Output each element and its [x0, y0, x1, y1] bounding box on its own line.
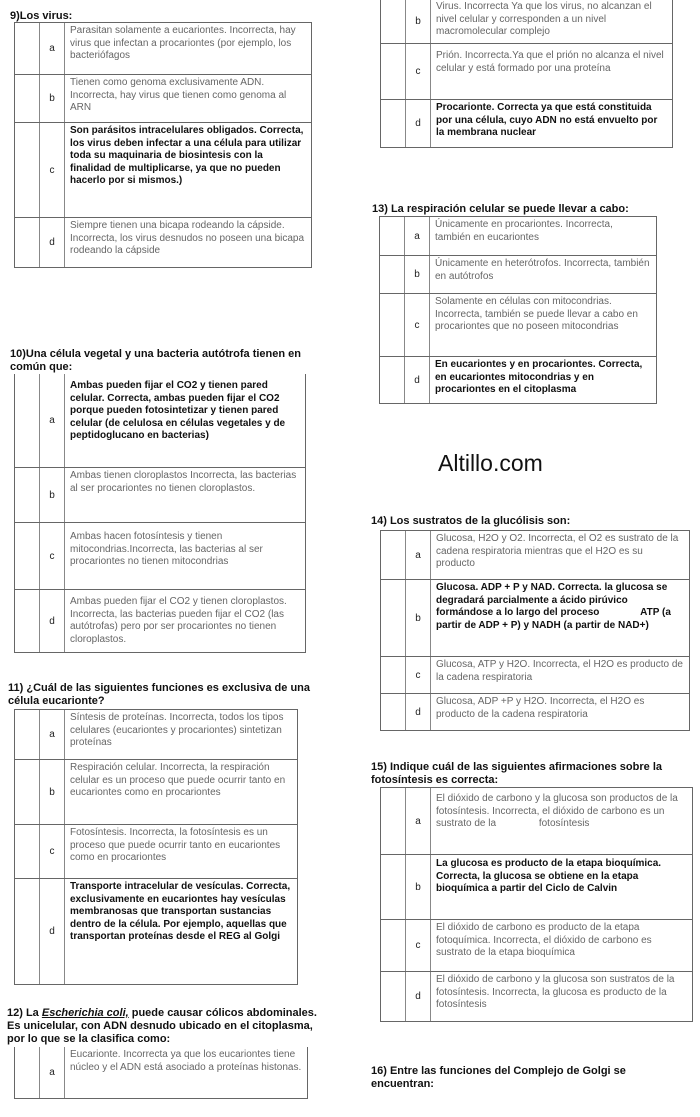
question-10-title: 10)Una célula vegetal y una bacteria autótrofa tienen en común que:	[10, 348, 301, 373]
option-row	[15, 825, 298, 879]
option-text: Ambas tienen cloroplastos Incorrecta, las bacterias al ser procariontes no tienen cloroplastos.	[65, 468, 306, 522]
question-11-title: 11) ¿Cuál de las siguientes funciones es exclusiva de una célula eucarionte?	[8, 682, 311, 707]
option-letter: a	[406, 531, 431, 579]
option-letter: b	[40, 760, 65, 824]
question-12-title	[7, 1007, 322, 1046]
option-text: Ambas hacen fotosíntesis y tienen mitocondrias.Incorrecta, las bacterias al ser procariontes no tienen mitocondrias	[65, 523, 306, 589]
question-13-table	[379, 216, 657, 404]
option-letter: c	[406, 44, 431, 99]
option-text: Ambas pueden fijar el CO2 y tienen pared celular. Correcta, ambas pueden fijar el CO2 porque pueden fotosintetizar y tienen pared celular (de celulosa en células vegetales y de peptidoglucano en bacterias)	[65, 374, 306, 467]
question-10-table	[14, 374, 306, 653]
option-row	[381, 44, 673, 100]
option-text: Glucosa, H2O y O2. Incorrecta, el O2 es sustrato de la cadena respiratoria mientras que el H2O es su producto	[431, 531, 690, 579]
option-letter: a	[40, 710, 65, 759]
option-text-cont: fotosíntesis	[538, 818, 590, 830]
option-row	[381, 531, 690, 580]
question-12-continued-table	[380, 0, 673, 148]
option-row	[15, 590, 306, 653]
option-letter: b	[40, 468, 65, 522]
option-text: Síntesis de proteínas. Incorrecta, todos los tipos celulares (eucariontes y procariontes) sintetizan proteínas	[65, 710, 298, 759]
option-text: Solamente en células con mitocondrias. Incorrecta, también se puede llevar a cabo en procariontes que no poseen mitocondrias	[430, 294, 657, 356]
option-row	[15, 523, 306, 590]
option-letter: d	[40, 879, 65, 984]
option-letter: b	[406, 0, 431, 43]
option-row-correct	[381, 855, 693, 920]
option-letter: c	[406, 657, 431, 693]
option-text: Prión. Incorrecta.Ya que el prión no alcanza el nivel celular y está formado por una proteína	[431, 44, 673, 99]
option-letter: d	[406, 972, 431, 1021]
option-row	[15, 760, 298, 825]
question-15-table	[380, 787, 693, 1022]
question-12-table	[14, 1047, 308, 1099]
option-letter: b	[40, 75, 65, 122]
option-row	[380, 294, 657, 357]
option-row-correct	[15, 123, 312, 218]
option-text: Virus. Incorrecta Ya que los virus, no alcanzan el nivel celular y corresponden a un nivel macromolecular complejo	[431, 0, 673, 43]
option-row	[381, 0, 673, 44]
option-text: El dióxido de carbono y la glucosa son sustratos de la fotosíntesis. Incorrecta, la glucosa es producto de la fotosíntesis	[431, 972, 693, 1021]
option-text: La glucosa es producto de la etapa bioquímica. Correcta, la glucosa se obtiene en la etapa bioquímica a partir del Ciclo de Calvin	[431, 855, 693, 919]
option-row	[381, 694, 690, 731]
option-row-correct	[381, 580, 690, 657]
option-row-correct	[15, 879, 298, 985]
question-11-table	[14, 709, 298, 985]
option-row	[15, 710, 298, 760]
option-text: Glucosa, ATP y H2O. Incorrecta, el H2O es producto de la cadena respiratoria	[431, 657, 690, 693]
option-letter: c	[40, 523, 65, 589]
option-text: Fotosíntesis. Incorrecta, la fotosíntesis es un proceso que puede ocurrir tanto en eucariontes como en procariontes	[65, 825, 298, 878]
option-text: Respiración celular. Incorrecta, la respiración celular es un proceso que puede ocurrir tanto en eucariontes como en procariontes	[65, 760, 298, 824]
option-letter: b	[406, 580, 431, 656]
option-row-correct	[380, 357, 657, 404]
option-text: Glucosa, ADP +P y H2O. Incorrecta, el H2O es producto de la cadena respiratoria	[431, 694, 690, 730]
option-letter: a	[40, 23, 65, 74]
option-letter: c	[40, 123, 65, 217]
question-9-table	[14, 22, 312, 268]
option-text	[431, 580, 690, 656]
question-14-table	[380, 530, 690, 731]
question-15-title: 15) Indique cuál de las siguientes afirmaciones sobre la fotosíntesis es correcta:	[371, 761, 662, 786]
option-row	[15, 218, 312, 268]
option-text: Procarionte. Correcta ya que está constituida por una célula, cuyo ADN no está envuelto por la membrana nuclear	[431, 100, 673, 147]
option-row	[381, 972, 693, 1022]
question-12-title-suffix: puede causar cólicos abdominales. Es unicelular, con ADN desnudo ubicado en el citoplasma, por lo que se la clasifica como:	[7, 1007, 317, 1045]
option-letter: d	[405, 357, 430, 403]
option-text: Únicamente en heterótrofos. Incorrecta, también en autótrofos	[430, 256, 657, 293]
option-text-cont: ATP (a partir de ADP + P) y NADH (a partir de NAD+)	[436, 607, 671, 631]
question-14-title: 14) Los sustratos de la glucólisis son:	[371, 515, 571, 527]
question-16-title: 16) Entre las funciones del Complejo de Golgi se encuentran:	[371, 1065, 626, 1090]
question-13-title: 13) La respiración celular se puede llevar a cabo:	[372, 203, 629, 215]
species-name: Escherichia coli,	[41, 1007, 129, 1019]
option-letter: a	[40, 374, 65, 467]
option-row	[15, 75, 312, 123]
option-letter: c	[405, 294, 430, 356]
option-letter: d	[40, 590, 65, 652]
option-row	[15, 468, 306, 523]
question-9-title: 9)Los virus:	[10, 10, 73, 22]
option-text-main: Glucosa. ADP + P y NAD. Correcta. la glucosa se degradará parcialmente a ácido pirúvico formándose a lo largo del proceso	[436, 582, 668, 619]
option-text: Ambas pueden fijar el CO2 y tienen cloroplastos. Incorrecta, las bacterias pueden fijar el CO2 (las autótrofas) pero por ser procariontes no tienen cloroplastos.	[65, 590, 306, 652]
option-text: Eucarionte. Incorrecta ya que los eucariontes tiene núcleo y el ADN está asociado a proteínas histonas.	[65, 1047, 308, 1098]
site-logo[interactable]: Altillo.com	[438, 450, 543, 476]
option-row-correct	[381, 100, 673, 148]
option-text: En eucariontes y en procariontes. Correcta, en eucariontes mitocondrias y en procariontes en el citoplasma	[430, 357, 657, 403]
option-text: Son parásitos intracelulares obligados. Correcta, los virus deben infectar a una célula para utilizar toda su maquinaria de biosintesis con la finalidad de multiplicarse, ya que no pueden hacerlo por si mismos.)	[65, 123, 312, 217]
option-letter: d	[406, 694, 431, 730]
option-text	[431, 788, 693, 854]
option-row	[380, 217, 657, 256]
option-letter: c	[40, 825, 65, 878]
option-letter: d	[406, 100, 431, 147]
option-letter: c	[406, 920, 431, 971]
question-12-title-prefix: 12) La	[7, 1007, 42, 1019]
option-letter: b	[405, 256, 430, 293]
option-row	[380, 256, 657, 294]
option-row	[15, 1047, 308, 1099]
option-text: Parasitan solamente a eucariontes. Incorrecta, hay virus que infectan a procariontes (por ejemplo, los bacteriófagos	[65, 23, 312, 74]
option-row	[381, 657, 690, 694]
option-row	[381, 920, 693, 972]
option-text: Transporte intracelular de vesículas. Correcta, exclusivamente en eucariontes hay vesículas membranosas que transportan sustancias dentro de la célula. Por ejemplo, aquellas que transportan proteínas desde el REG al Golgi	[65, 879, 298, 984]
option-text-main: El dióxido de carbono y la glucosa son productos de la fotosíntesis. Incorrecta, el dióxido de carbono es un sustrato de la	[436, 793, 678, 830]
option-letter: b	[406, 855, 431, 919]
option-text: Únicamente en procariontes. Incorrecta, también en eucariontes	[430, 217, 657, 255]
option-text: El dióxido de carbono es producto de la etapa fotoquímica. Incorrecta, el dióxido de carbono es sustrato de la etapa bioquímica	[431, 920, 693, 971]
option-letter: a	[406, 788, 431, 854]
option-row-correct	[15, 374, 306, 468]
option-text: Siempre tienen una bicapa rodeando la cápside. Incorrecta, los virus desnudos no poseen una bicapa rodeando la cápside	[65, 218, 312, 267]
option-row	[15, 23, 312, 75]
option-row	[381, 788, 693, 855]
option-text: Tienen como genoma exclusivamente ADN. Incorrecta, hay virus que tienen como genoma al ARN	[65, 75, 312, 122]
option-letter: d	[40, 218, 65, 267]
option-letter: a	[40, 1047, 65, 1098]
option-letter: a	[405, 217, 430, 255]
